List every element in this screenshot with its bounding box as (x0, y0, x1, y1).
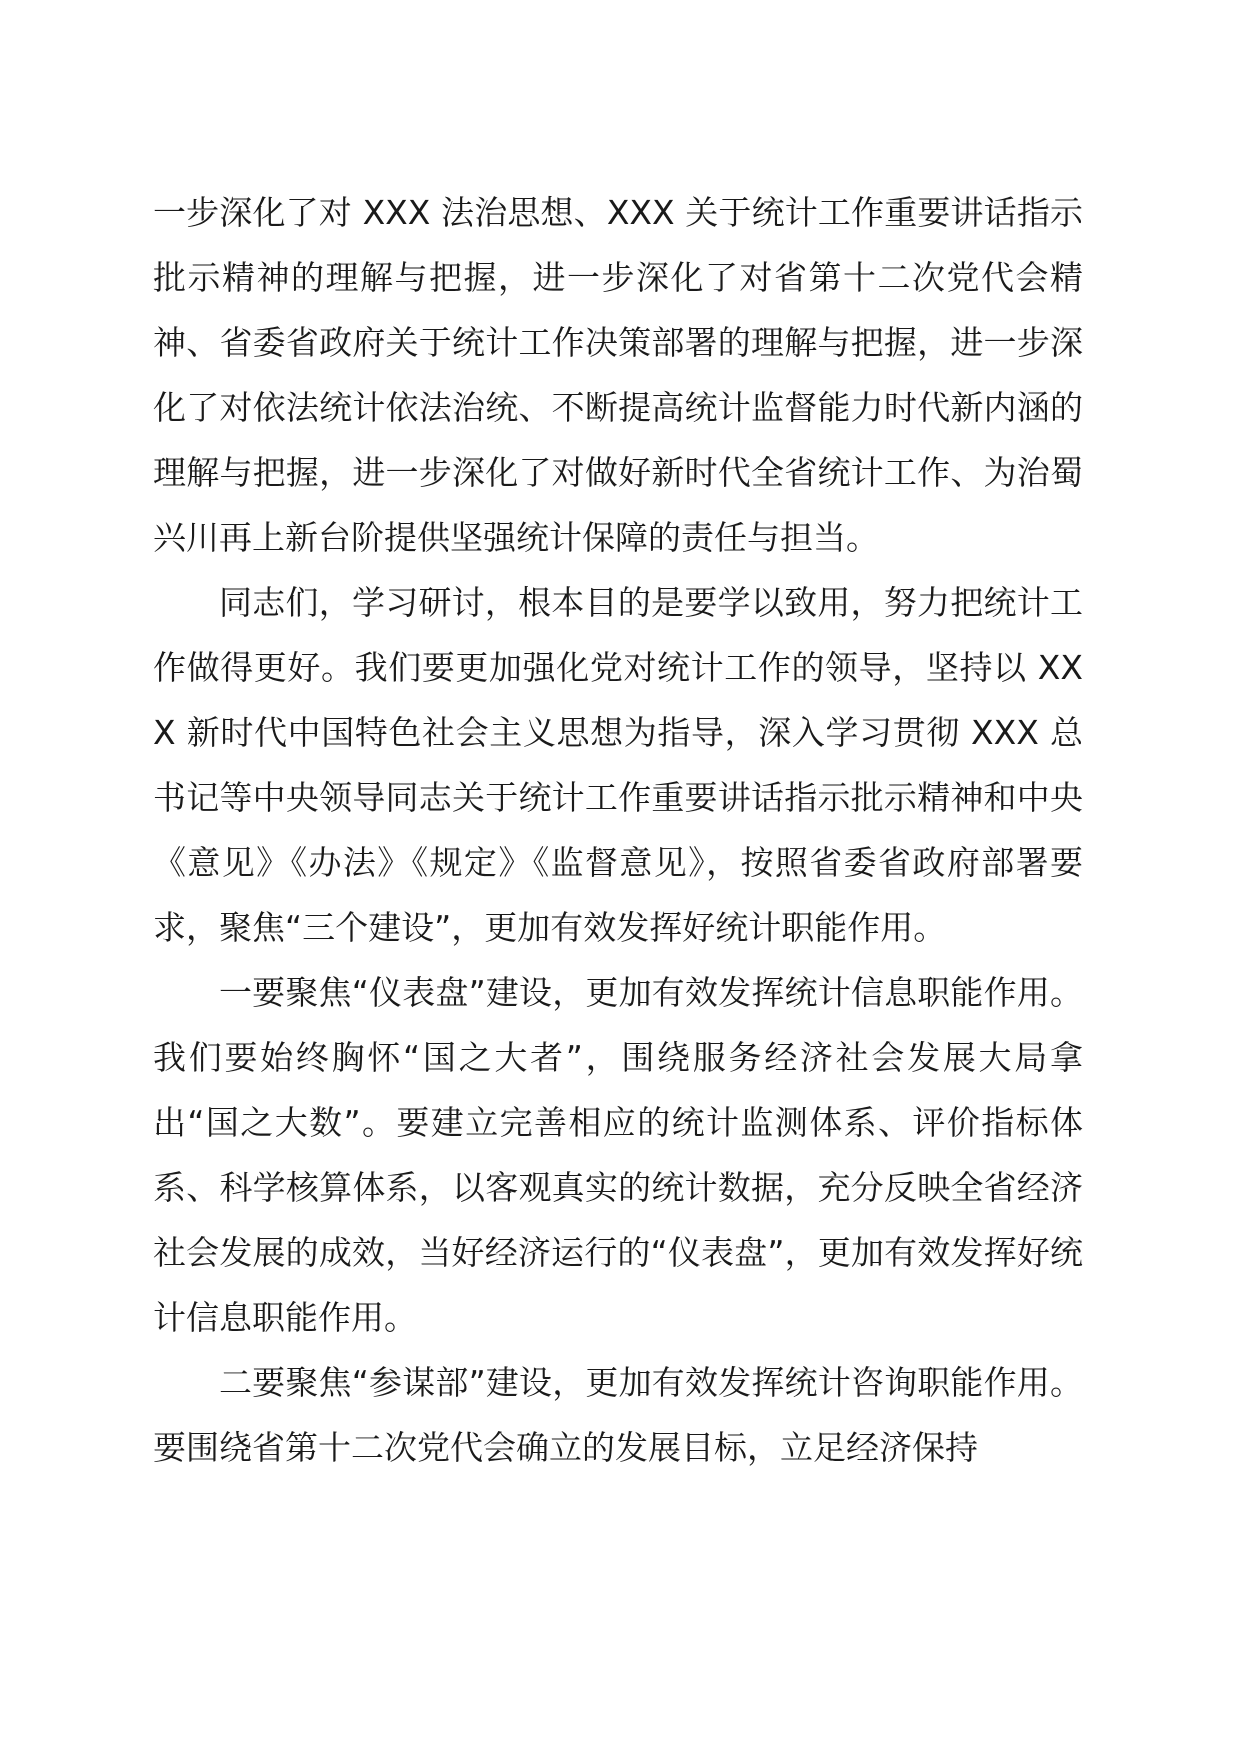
paragraph-4: 二要聚焦“参谋部”建设，更加有效发挥统计咨询职能作用。要围绕省第十二次党代会确立的发展目标，立足经济保持 (153, 1363, 1083, 1467)
paragraph-3: 一要聚焦“仪表盘”建设，更加有效发挥统计信息职能作用。我们要始终胸怀“国之大者”，围绕服务经济社会发展大局拿出“国之大数”。要建立完善相应的统计监测体系、评价指标体系、科学核算体系，以客观真实的统计数据，充分反映全省经济社会发展的成效，当好经济运行的“仪表盘”，更加有效发挥好统计信息职能作用。 (153, 973, 1083, 1337)
document-body (153, 180, 1083, 1480)
paragraph-1: 一步深化了对 XXX 法治思想、XXX 关于统计工作重要讲话指示批示精神的理解与把握，进一步深化了对省第十二次党代会精神、省委省政府关于统计工作决策部署的理解与把握，进一步深化了对依法统计依法治统、不断提高统计监督能力时代新内涵的理解与把握，进一步深化了对做好新时代全省统计工作、为治蜀兴川再上新台阶提供坚强统计保障的责任与担当。 (153, 193, 1083, 557)
paragraph-2: 同志们，学习研讨，根本目的是要学以致用，努力把统计工作做得更好。我们要更加强化党对统计工作的领导，坚持以 XXX 新时代中国特色社会主义思想为指导，深入学习贯彻 XXX 总书记等中央领导同志关于统计工作重要讲话指示批示精神和中央《意见》《办法》《规定》《监督意见》，按照省委省政府部署要求，聚焦“三个建设”，更加有效发挥好统计职能作用。 (153, 583, 1083, 947)
